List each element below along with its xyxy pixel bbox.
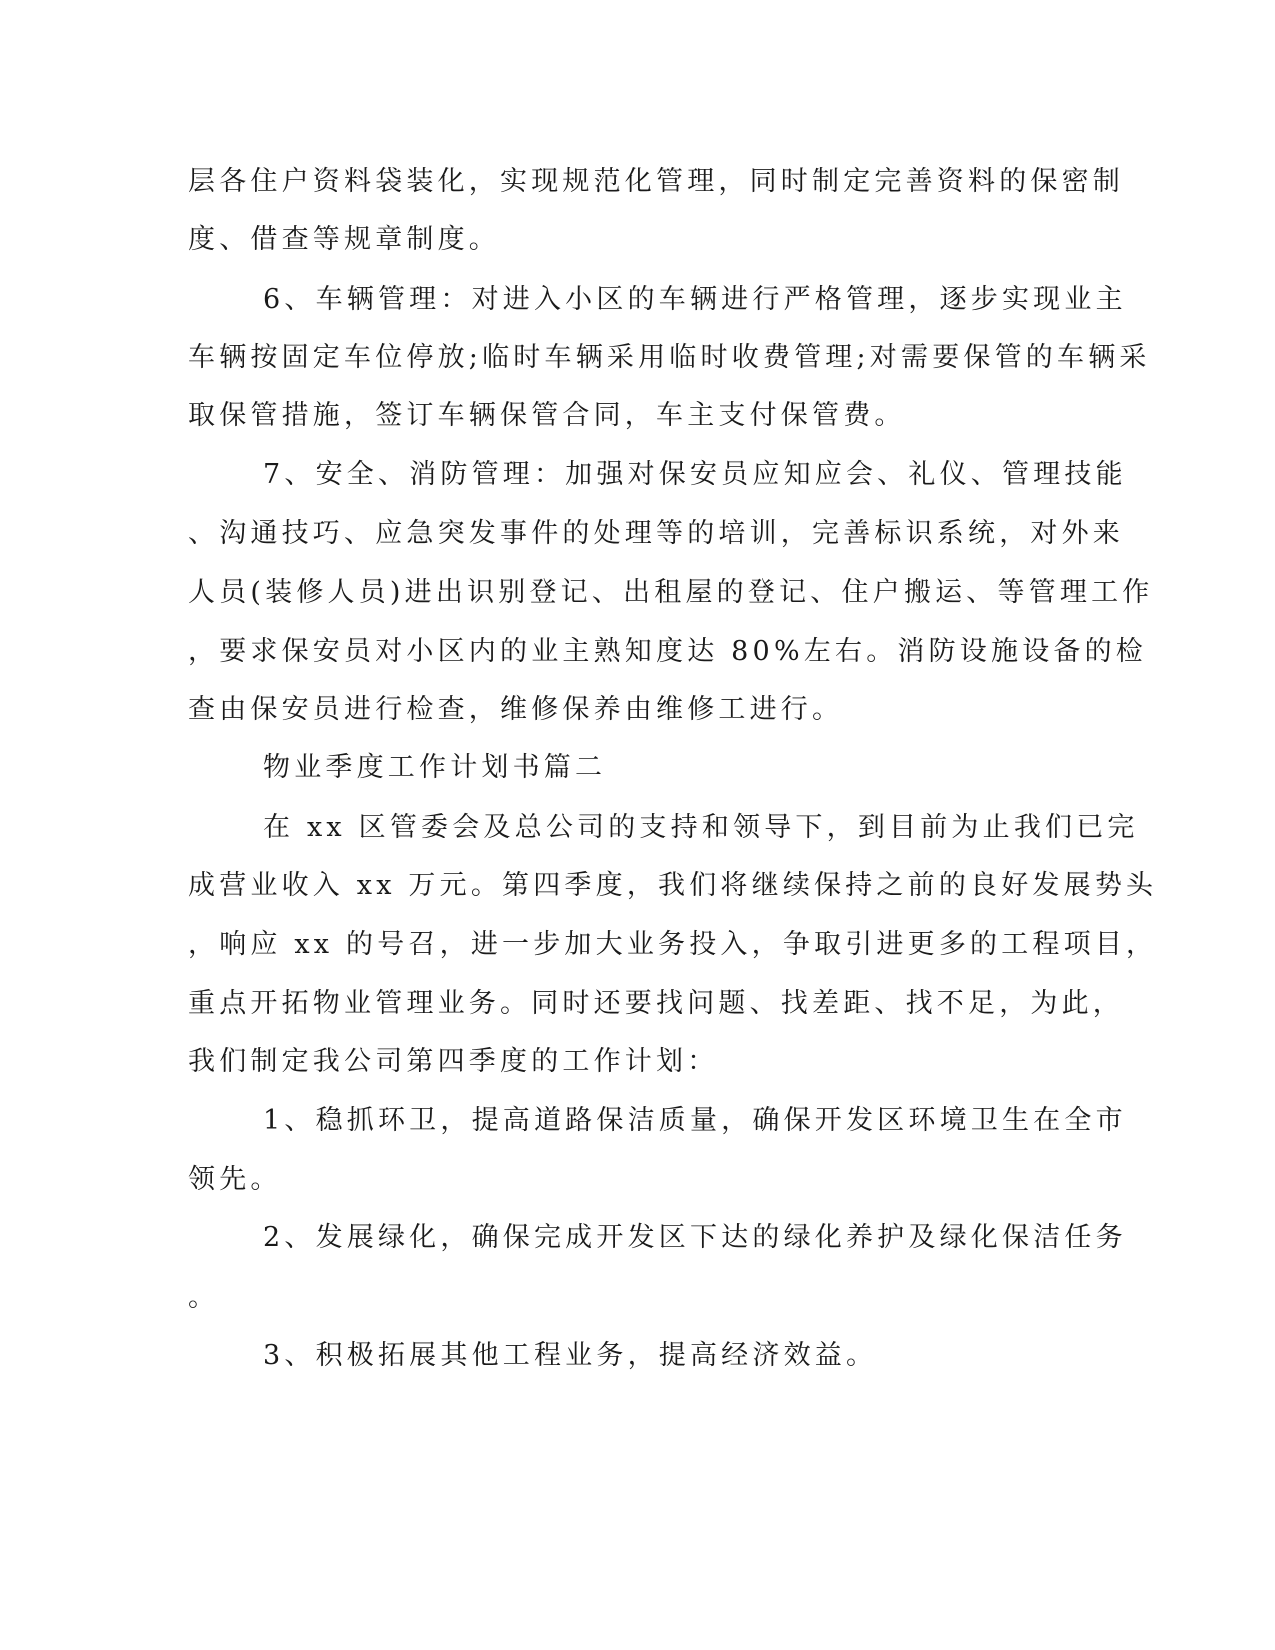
paragraph-line: 度、借查等规章制度。: [188, 224, 500, 255]
paragraph-line: 3、积极拓展其他工程业务，提高经济效益。: [263, 1340, 878, 1371]
paragraph-line: 重点开拓物业管理业务。同时还要找问题、找差距、找不足，为此，: [188, 988, 1124, 1019]
paragraph-line: 、沟通技巧、应急突发事件的处理等的培训，完善标识系统，对外来: [188, 518, 1124, 549]
paragraph-line: ，响应 xx 的号召，进一步加大业务投入，争取引进更多的工程项目，: [188, 929, 1158, 960]
paragraph-line: 查由保安员进行检查，维修保养由维修工进行。: [188, 694, 844, 725]
paragraph-line: 成营业收入 xx 万元。第四季度，我们将继续保持之前的良好发展势头: [188, 870, 1158, 901]
paragraph-line: 7、安全、消防管理：加强对保安员应知应会、礼仪、管理技能: [263, 459, 1127, 490]
paragraph-line: 车辆按固定车位停放;临时车辆采用临时收费管理;对需要保管的车辆采: [188, 342, 1151, 373]
paragraph-line: 领先。: [188, 1164, 282, 1195]
paragraph-line: 层各住户资料袋装化，实现规范化管理，同时制定完善资料的保密制: [188, 166, 1124, 197]
paragraph-line: ，要求保安员对小区内的业主熟知度达 80%左右。消防设施设备的检: [188, 636, 1147, 667]
paragraph-line: 6、车辆管理：对进入小区的车辆进行严格管理，逐步实现业主: [263, 284, 1127, 315]
paragraph-line: 1、稳抓环卫，提高道路保洁质量，确保开发区环境卫生在全市: [263, 1105, 1127, 1136]
section-heading: 物业季度工作计划书篇二: [263, 752, 607, 783]
paragraph-line: 取保管措施，签订车辆保管合同，车主支付保管费。: [188, 400, 906, 431]
paragraph-line: 在 xx 区管委会及总公司的支持和领导下，到目前为止我们已完: [263, 812, 1139, 843]
paragraph-line: 。: [188, 1282, 220, 1313]
paragraph-line: 2、发展绿化，确保完成开发区下达的绿化养护及绿化保洁任务: [263, 1222, 1127, 1253]
paragraph-line: 人员(装修人员)进出识别登记、出租屋的登记、住户搬运、等管理工作: [188, 577, 1154, 608]
paragraph-line: 我们制定我公司第四季度的工作计划：: [188, 1046, 719, 1077]
